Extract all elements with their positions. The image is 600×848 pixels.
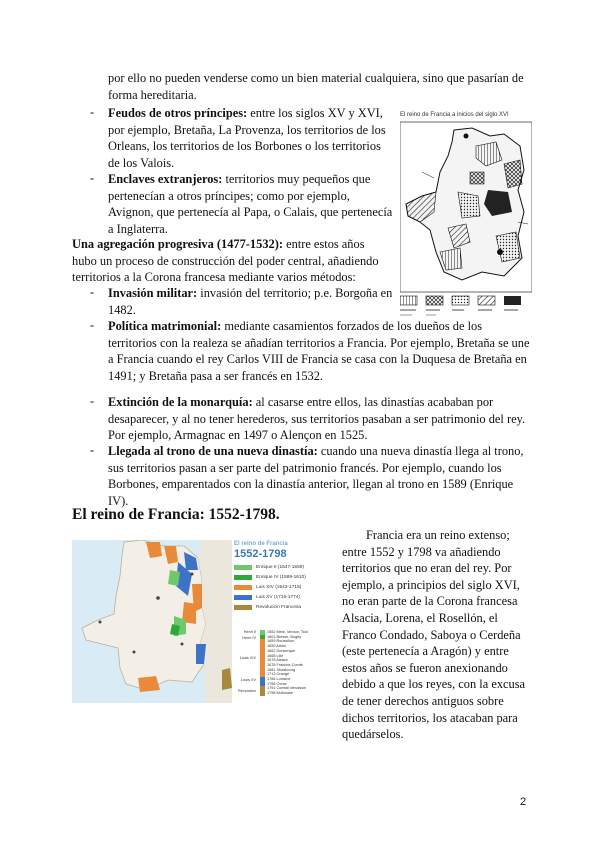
legend-swatch: [234, 565, 252, 570]
term-enclaves: Enclaves extranjeros:: [108, 172, 223, 186]
legend-item: [234, 582, 306, 592]
legend-item: [234, 562, 306, 572]
figure2-title: [234, 541, 288, 560]
term-feudos: Feudos de otros príncipes:: [108, 106, 248, 120]
legend-label: Luis XIV (1643-1715): [256, 584, 302, 590]
dash: -: [90, 105, 95, 119]
list2-item-text: [108, 394, 532, 444]
legend-item: [234, 592, 306, 602]
legend-swatch: [234, 605, 252, 610]
legend-swatch: [234, 595, 252, 600]
legend-swatch: [234, 575, 252, 580]
event-item: 1662 Dunkerque: [260, 649, 308, 654]
event-item: 1668 Lille: [260, 654, 308, 659]
list2-item-text: [108, 285, 394, 318]
king-label: Révolution: [238, 689, 256, 693]
list2-item-text: [108, 318, 532, 384]
event-item: 1766 Lorraine: [260, 677, 308, 682]
desc-extincion: al casarse entre ellos, las dinastías acababan por desaparecer, y al no tener herederos, sus territorios pasaban a ser patrimonio del rey. Por ejemplo, Armagnac en 1497 o Alençon en 1525.: [108, 395, 526, 443]
event-item: 1681 Strasbourg: [260, 668, 308, 673]
agregacion-desc: entre estos años hubo un proceso de construcción del poder central, añadiendo territorios a la Corona francesa mediante varios métodos:: [72, 237, 379, 285]
list1-item-text: [108, 171, 394, 237]
event-item: 1678 Alsace: [260, 658, 308, 663]
term-dinastia: Llegada al trono de una nueva dinastía:: [108, 444, 318, 458]
event-item: 1678 Franche-Comté: [260, 663, 308, 668]
section-paragraph: Francia era un reino extenso; entre 1552 y 1798 va añadiendo territorios que no eran del rey. Por ejemplo, a principios del siglo XVI, no eran parte de la Corona francesa Alsacia, Lorena, el Rosellón, el Franco Condado, Saboya o Cerdeña (este pertenecía a Aragón) y entre estos años se fueron anexionando debido a que los reyes, con la excusa de tener derechos antiguos sobre dichos territorios, los atacaban para quedárselos.: [342, 528, 526, 742]
event-item: 1798 Mulhouse: [260, 691, 308, 696]
intro-text: por ello no pueden venderse como un bien material cualquiera, sino que pasarían de forma hereditaria.: [108, 71, 524, 102]
figure2-legend: [234, 562, 306, 612]
legend-label: Enrique IV (1589-1610): [256, 574, 306, 580]
desc-enclaves: territorios muy pequeños que pertenecían a otros príncipes; como por ejemplo, Avignon, que pertenecía al Papa, o Calais, que pertenecía a Inglaterra.: [108, 172, 393, 236]
dash: -: [90, 285, 95, 299]
dash: -: [90, 443, 95, 457]
desc-dinastia: cuando una nueva dinastía llega al trono, sus territorios pasan a ser parte del patrimonio francés. Por ejemplo, cuando los Borbones, emparentados con la dinastía anterior, llegan al trono en 1589 (Enrique IV).: [108, 444, 524, 508]
page-number: 2: [520, 796, 527, 808]
legend-label: Enrique II (1547-1559): [256, 564, 304, 570]
term-extincion: Extinción de la monarquía:: [108, 395, 253, 409]
legend-label: Luis XV (1715-1774): [256, 594, 300, 600]
legend-item: [234, 572, 306, 582]
term-invasion: Invasión militar:: [108, 286, 198, 300]
map-siglo-xvi-drawing: [400, 112, 532, 326]
king-label: Louis XIV: [239, 656, 256, 660]
dash: -: [90, 394, 95, 408]
event-item: 1768 Corse: [260, 682, 308, 687]
dash: -: [90, 318, 95, 332]
event-item: 1791 Comtat Venaissin: [260, 686, 308, 691]
event-item: 1659 Roussillon: [260, 639, 308, 644]
king-label: Louis XV: [240, 678, 256, 682]
event-item: 1601 Bresse, Bugey: [260, 635, 308, 640]
figure-map-1552-1798: [72, 540, 330, 703]
section-title: El reino de Francia: 1552-1798.: [72, 506, 280, 523]
legend-swatch: [234, 585, 252, 590]
figure2-title-line1: El reino de Francia: [234, 541, 288, 547]
legend-label: Revolución Francesa: [256, 604, 302, 610]
figure2-events: [260, 630, 308, 696]
event-item: 1552 Metz, Verdun, Toul: [260, 630, 308, 635]
agregacion-paragraph: [72, 236, 390, 286]
desc-invasion: invasión del territorio; p.e. Borgoña en 1482.: [108, 286, 393, 317]
dash: -: [90, 171, 95, 185]
king-label: Henri II: [243, 630, 256, 634]
agregacion-term: Una agregación progresiva (1477-1532):: [72, 237, 283, 251]
list2-item-text: [108, 443, 532, 509]
term-politica: Política matrimonial:: [108, 319, 222, 333]
figure2-title-line2: 1552-1798: [234, 548, 287, 560]
desc-politica: mediante casamientos forzados de los dueños de los territorios con la realeza se añadían territorios a Francia. Por ejemplo, Bretaña se une a Francia cuando el rey Carlos VIII de Francia se casa con la Duquesa de Bretaña en 1491; y Bretaña pasa a ser francés en 1532.: [108, 319, 530, 383]
event-item: 1713 Orange: [260, 672, 308, 677]
figure1-caption: El reino de Francia a inicios del siglo XVI: [400, 112, 509, 118]
list1-item-text: [108, 105, 394, 171]
figure-map-siglo-xvi: [400, 112, 532, 326]
desc-feudos: entre los siglos XV y XVI, por ejemplo, Bretaña, La Provenza, los territorios de los Orleans, los territorios de los Borbones o los territorios de los Valois.: [108, 106, 386, 170]
legend-item: [234, 602, 306, 612]
king-label: Henri IV: [242, 636, 256, 640]
event-item: 1659 Artois: [260, 644, 308, 649]
